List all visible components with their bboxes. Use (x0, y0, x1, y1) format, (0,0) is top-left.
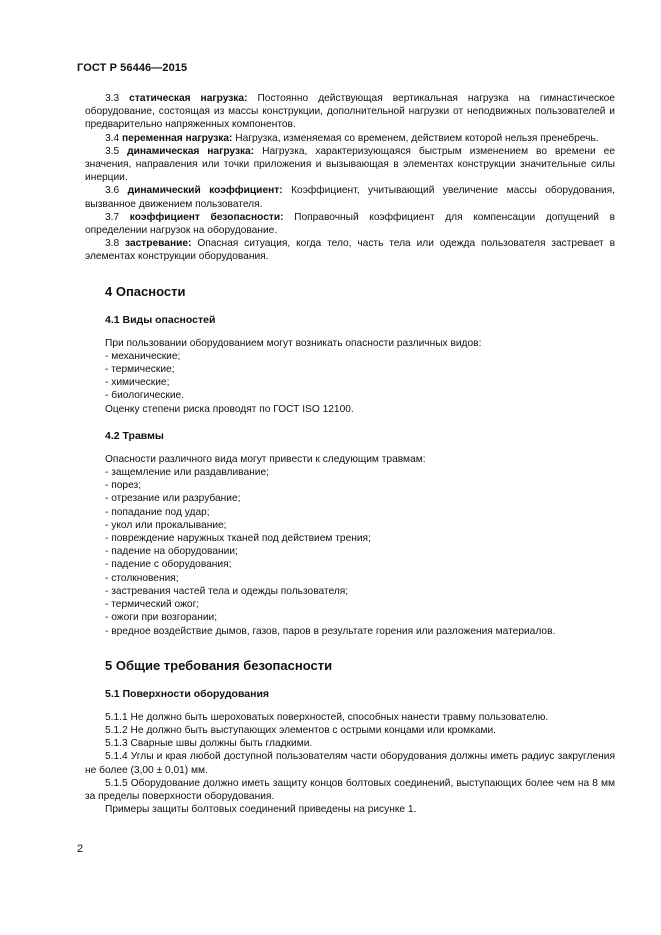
term-3-6: 3.6 динамический коэффициент: Коэффициент, учитывающий увеличение массы оборудования, вызванное движением пользователя. (85, 185, 615, 210)
injuries-intro: Опасности различного вида могут привести к следующим травмам: (105, 453, 426, 465)
document-header: ГОСТ Р 56446—2015 (77, 62, 188, 74)
term-3-5: 3.5 динамическая нагрузка: Нагрузка, характеризующаяся быстрым изменением во времени ее значения, направления или точки приложения и вызывающая в элементах конструкции значительные силы инерции. (85, 145, 615, 184)
terms-block (85, 92, 615, 264)
list-item: - порез; (85, 479, 615, 492)
section-4-2-title: 4.2 Травмы (105, 429, 164, 442)
list-item: - отрезание или разрубание; (85, 492, 615, 505)
figure-reference: Примеры защиты болтовых соединений приведены на рисунке 1. (105, 804, 417, 816)
list-item: - падение с оборудования; (85, 558, 615, 571)
list-item: - укол или прокалывание; (85, 519, 615, 532)
list-item: - ожоги при возгорании; (85, 611, 615, 624)
risk-assessment-note: Оценку степени риска проводят по ГОСТ ISO 12100. (105, 403, 354, 415)
page-number: 2 (77, 843, 84, 855)
list-item: - термический ожог; (85, 598, 615, 611)
clause-5-1-5: 5.1.5 Оборудование должно иметь защиту концов болтовых соединений, выступающих более чем на 8 мм за пределы поверхности оборудования. (85, 777, 615, 802)
list-item: - биологические. (85, 389, 615, 402)
clause-5-1-4: 5.1.4 Углы и края любой доступной пользователям части оборудования должны иметь радиус закругления не более (3,00 ± 0,01) мм. (85, 751, 615, 776)
list-item: - попадание под удар; (85, 506, 615, 519)
list-item: - повреждение наружных тканей под действием трения; (85, 532, 615, 545)
clause-5-1-1: 5.1.1 Не должно быть шероховатых поверхностей, способных нанести травму пользователю. (105, 711, 549, 723)
section-5-title: 5 Общие требования безопасности (105, 657, 333, 673)
document-body (85, 92, 615, 816)
term-3-8: 3.8 застревание: Опасная ситуация, когда тело, часть тела или одежда пользователя застревает в элементах конструкции оборудования. (85, 238, 615, 263)
list-item: - термические; (85, 363, 615, 376)
term-3-4: 3.4 переменная нагрузка: Нагрузка, изменяемая со временем, действием которой нельзя пренебречь. (105, 132, 599, 144)
list-item: - механические; (85, 350, 615, 363)
list-item: - столкновения; (85, 572, 615, 585)
list-item: - падение на оборудовании; (85, 545, 615, 558)
clause-5-1-3: 5.1.3 Сварные швы должны быть гладкими. (105, 738, 313, 750)
clause-5-1-2: 5.1.2 Не должно быть выступающих элементов с острыми концами или кромками. (105, 724, 497, 736)
list-item: - защемление или раздавливание; (85, 466, 615, 479)
list-item: - застревания частей тела и одежды пользователя; (85, 585, 615, 598)
section-4-title: 4 Опасности (105, 283, 186, 299)
list-item: - вредное воздействие дымов, газов, паров в результате горения или разложения материалов. (85, 625, 615, 638)
term-3-3: 3.3 статическая нагрузка: Постоянно действующая вертикальная нагрузка на гимнастическое оборудование, состоящая из массы конструкции, дополнительной нагрузки от неподвижных пользователей и предварительно напряженных компонентов. (85, 93, 615, 131)
term-3-7: 3.7 коэффициент безопасности: Поправочный коэффициент для компенсации допущений в определении нагрузок на оборудование. (85, 211, 615, 237)
section-4-1-title: 4.1 Виды опасностей (105, 313, 216, 326)
hazards-intro: При пользовании оборудованием могут возникать опасности различных видов: (105, 337, 482, 349)
section-5-1-title: 5.1 Поверхности оборудования (105, 687, 270, 700)
list-item: - химические; (85, 376, 615, 389)
